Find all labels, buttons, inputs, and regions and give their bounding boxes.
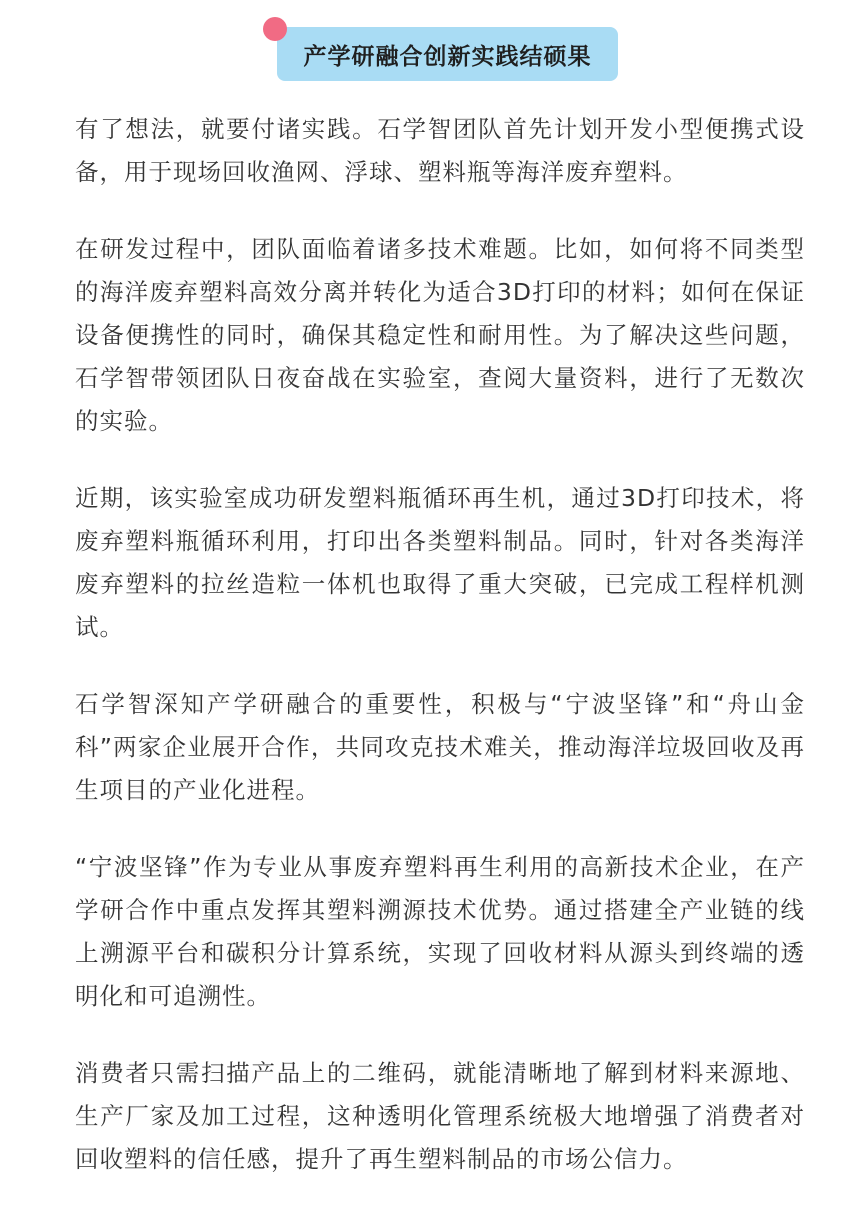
decorative-dot-icon — [263, 17, 287, 41]
paragraph-2: 在研发过程中，团队面临着诸多技术难题。比如，如何将不同类型的海洋废弃塑料高效分离并转化为适合3D打印的材料；如何在保证设备便携性的同时，确保其稳定性和耐用性。为了解决这些问题，石学智带领团队日夜奋战在实验室，查阅大量资料，进行了无数次的实验。 — [75, 235, 805, 435]
paragraph-3: 近期，该实验室成功研发塑料瓶循环再生机，通过3D打印技术，将废弃塑料瓶循环利用，打印出各类塑料制品。同时，针对各类海洋废弃塑料的拉丝造粒一体机也取得了重大突破，已完成工程样机测试。 — [75, 484, 805, 641]
paragraph-6: 消费者只需扫描产品上的二维码，就能清晰地了解到材料来源地、生产厂家及加工过程，这种透明化管理系统极大地增强了消费者对回收塑料的信任感，提升了再生塑料制品的市场公信力。 — [75, 1059, 805, 1173]
section-title-wrap — [277, 27, 618, 81]
article-body — [75, 108, 805, 1215]
section-title: 产学研融合创新实践结硕果 — [277, 27, 618, 81]
paragraph-1: 有了想法，就要付诸实践。石学智团队首先计划开发小型便携式设备，用于现场回收渔网、浮球、塑料瓶等海洋废弃塑料。 — [75, 115, 805, 186]
paragraph-4: 石学智深知产学研融合的重要性，积极与“宁波坚锋”和“舟山金科”两家企业展开合作，共同攻克技术难关，推动海洋垃圾回收及再生项目的产业化进程。 — [75, 690, 805, 804]
paragraph-5: “宁波坚锋”作为专业从事废弃塑料再生利用的高新技术企业，在产学研合作中重点发挥其塑料溯源技术优势。通过搭建全产业链的线上溯源平台和碳积分计算系统，实现了回收材料从源头到终端的透明化和可追溯性。 — [75, 853, 805, 1010]
